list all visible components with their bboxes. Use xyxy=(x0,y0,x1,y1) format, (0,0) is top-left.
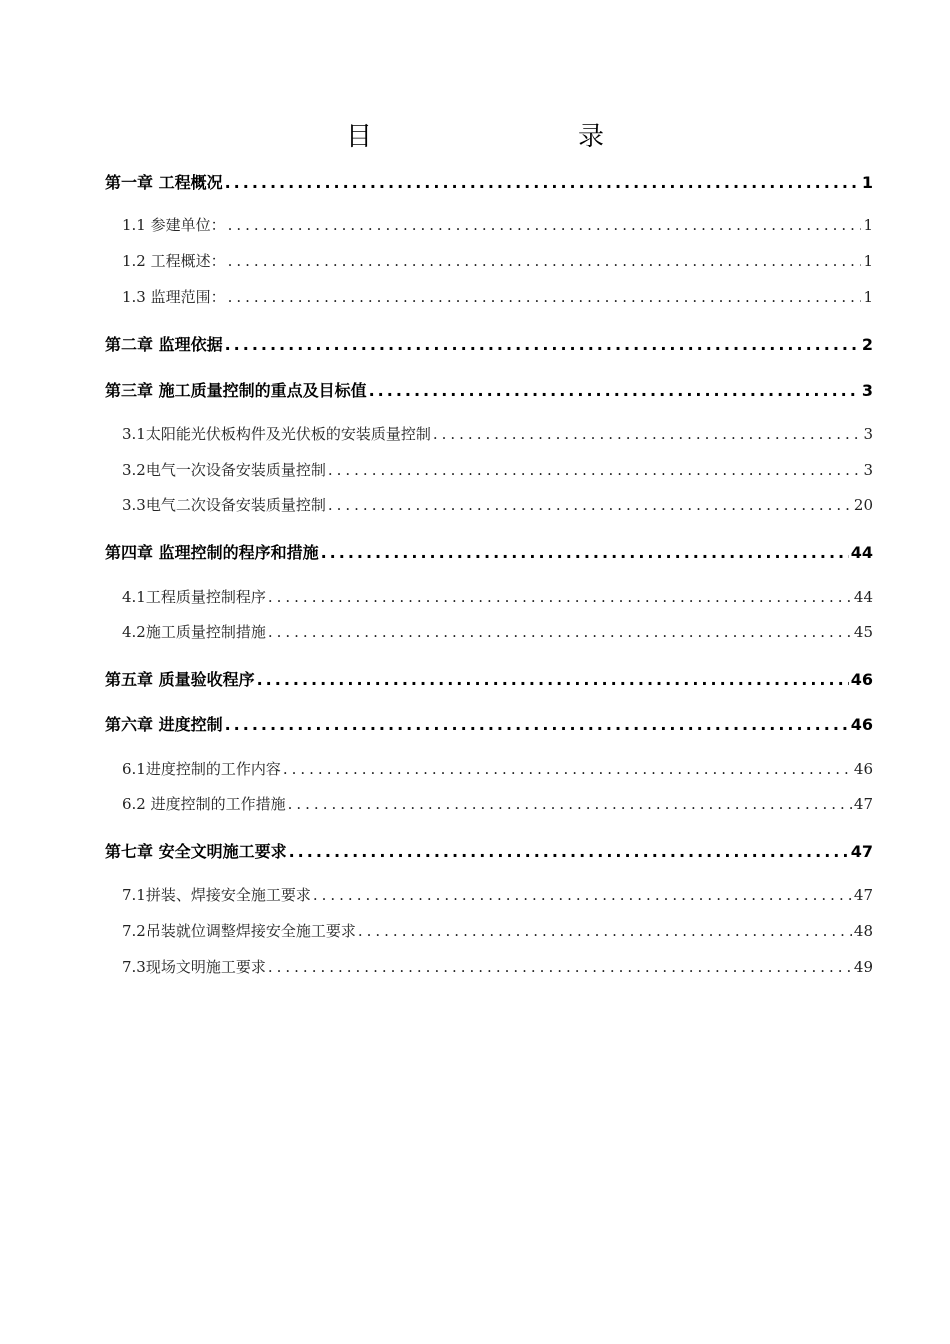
toc-entry-label: 第三章 施工质量控制的重点及目标值 xyxy=(105,381,367,400)
toc-entry[interactable] xyxy=(122,920,873,941)
dot-leader xyxy=(225,715,849,734)
toc-entry-label: 第五章 质量验收程序 xyxy=(105,670,255,689)
dot-leader xyxy=(369,381,860,400)
toc-entry[interactable] xyxy=(122,214,873,235)
toc-entry-label: 3.3电气二次设备安装质量控制 xyxy=(122,496,326,514)
toc-entry-page: 45 xyxy=(853,623,873,641)
toc-entry-label: 第一章 工程概况 xyxy=(105,173,223,192)
toc-entry-page: 47 xyxy=(853,886,873,904)
toc-entry[interactable] xyxy=(122,586,873,607)
dot-leader xyxy=(321,543,849,562)
toc-entry-label: 1.3 监理范围： xyxy=(122,288,226,306)
toc-entry-label: 3.2电气一次设备安装质量控制 xyxy=(122,461,326,479)
toc-entry[interactable] xyxy=(122,621,873,642)
toc-entry[interactable] xyxy=(122,494,873,515)
toc-entry-label: 7.1拼装、焊接安全施工要求 xyxy=(122,886,311,904)
toc-entry-label: 4.1工程质量控制程序 xyxy=(122,588,266,606)
dot-leader xyxy=(328,496,852,514)
toc-entry-label: 6.2 进度控制的工作措施 xyxy=(122,795,286,813)
dot-leader xyxy=(257,670,849,689)
toc-entry-page: 49 xyxy=(853,958,873,976)
toc-entry[interactable] xyxy=(122,884,873,905)
toc-entry-page: 47 xyxy=(850,842,873,861)
toc-entry-label: 7.3现场文明施工要求 xyxy=(122,958,266,976)
toc-entry[interactable] xyxy=(105,667,873,690)
toc-entry-page: 1 xyxy=(863,252,873,270)
toc-entry-page: 44 xyxy=(853,588,873,606)
dot-leader xyxy=(268,588,852,606)
toc-entry[interactable] xyxy=(122,793,873,814)
toc-entry-label: 4.2施工质量控制措施 xyxy=(122,623,266,641)
toc-entry-page: 47 xyxy=(853,795,873,813)
dot-leader xyxy=(289,842,849,861)
toc-entry[interactable] xyxy=(105,540,873,563)
dot-leader xyxy=(288,795,852,813)
toc-entry-label: 第六章 进度控制 xyxy=(105,715,223,734)
toc-entry-page: 44 xyxy=(850,543,873,562)
dot-leader xyxy=(225,335,860,354)
toc-entry-page: 46 xyxy=(850,715,873,734)
toc-title: 目 录 xyxy=(345,122,694,152)
toc-entry-page: 1 xyxy=(863,288,873,306)
dot-leader xyxy=(313,886,852,904)
dot-leader xyxy=(225,173,860,192)
toc-entry-label: 3.1太阳能光伏板构件及光伏板的安装质量控制 xyxy=(122,425,431,443)
toc-entry-page: 3 xyxy=(861,381,873,400)
toc-entry-label: 6.1进度控制的工作内容 xyxy=(122,760,281,778)
toc-entry-label: 1.2 工程概述： xyxy=(122,252,226,270)
toc-entry-label: 7.2吊装就位调整焊接安全施工要求 xyxy=(122,922,356,940)
toc-entry[interactable] xyxy=(122,956,873,977)
toc-entry-page: 1 xyxy=(863,216,873,234)
toc-entry-label: 1.1 参建单位： xyxy=(122,216,226,234)
toc-entry-page: 46 xyxy=(853,760,873,778)
toc-entry-page: 3 xyxy=(863,461,873,479)
toc-entry[interactable] xyxy=(105,170,873,193)
toc-entry-page: 20 xyxy=(853,496,873,514)
toc-entry[interactable] xyxy=(105,332,873,355)
dot-leader xyxy=(433,425,862,443)
toc-entry-page: 46 xyxy=(850,670,873,689)
toc-entry[interactable] xyxy=(122,423,873,444)
dot-leader xyxy=(283,760,852,778)
toc-entry-label: 第二章 监理依据 xyxy=(105,335,223,354)
toc-entry[interactable] xyxy=(105,839,873,862)
dot-leader xyxy=(268,623,852,641)
dot-leader xyxy=(228,252,862,270)
toc-entry-label: 第四章 监理控制的程序和措施 xyxy=(105,543,319,562)
toc-entry[interactable] xyxy=(122,758,873,779)
toc-entry[interactable] xyxy=(105,712,873,735)
toc-entry-page: 2 xyxy=(861,335,873,354)
toc-entry[interactable] xyxy=(122,286,873,307)
dot-leader xyxy=(268,958,852,976)
toc-entry-page: 1 xyxy=(861,173,873,192)
toc-entry[interactable] xyxy=(122,250,873,271)
dot-leader xyxy=(328,461,862,479)
dot-leader xyxy=(228,288,862,306)
toc-entry-page: 3 xyxy=(863,425,873,443)
toc-entry-label: 第七章 安全文明施工要求 xyxy=(105,842,287,861)
toc-entry-page: 48 xyxy=(853,922,873,940)
toc-entry[interactable] xyxy=(105,378,873,401)
dot-leader xyxy=(358,922,852,940)
dot-leader xyxy=(228,216,862,234)
toc-entry[interactable] xyxy=(122,459,873,480)
